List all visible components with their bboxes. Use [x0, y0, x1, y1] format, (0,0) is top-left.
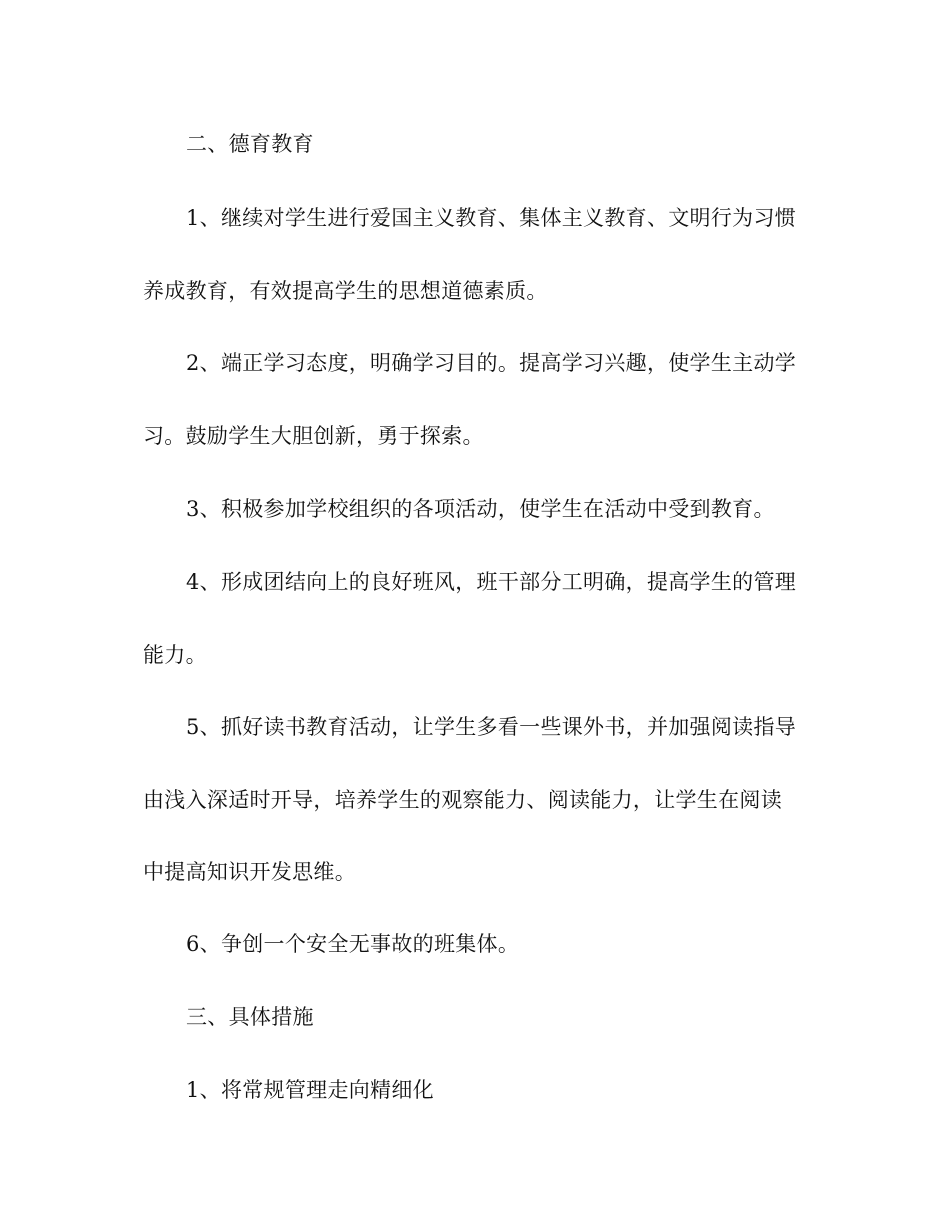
- paragraph-item3-line1: 3、积极参加学校组织的各项活动，使学生在活动中受到教育。: [186, 497, 775, 521]
- section-heading-moral-education: 二、德育教育: [186, 132, 314, 156]
- paragraph-item1-line2: 养成教育，有效提高学生的思想道德素质。: [143, 279, 548, 303]
- section-heading-specific-measures: 三、具体措施: [186, 1005, 314, 1029]
- paragraph-item2-line1: 2、端正学习态度，明确学习目的。提高学习兴趣，使学生主动学: [186, 351, 797, 375]
- paragraph-item2-line2: 习。鼓励学生大胆创新，勇于探索。: [143, 424, 484, 448]
- paragraph-item5-line2: 由浅入深适时开导，培养学生的观察能力、阅读能力，让学生在阅读: [143, 788, 782, 812]
- paragraph-item4-line2: 能力。: [143, 643, 207, 667]
- paragraph-item1-line1: 1、继续对学生进行爱国主义教育、集体主义教育、文明行为习惯: [186, 206, 797, 230]
- paragraph-item4-line1: 4、形成团结向上的良好班风，班干部分工明确，提高学生的管理: [186, 570, 797, 594]
- paragraph-item5-line3: 中提高知识开发思维。: [143, 860, 356, 884]
- paragraph-item6-line1: 6、争创一个安全无事故的班集体。: [186, 932, 520, 956]
- paragraph-measure1-line1: 1、将常规管理走向精细化: [186, 1078, 434, 1102]
- paragraph-item5-line1: 5、抓好读书教育活动，让学生多看一些课外书，并加强阅读指导: [186, 715, 797, 739]
